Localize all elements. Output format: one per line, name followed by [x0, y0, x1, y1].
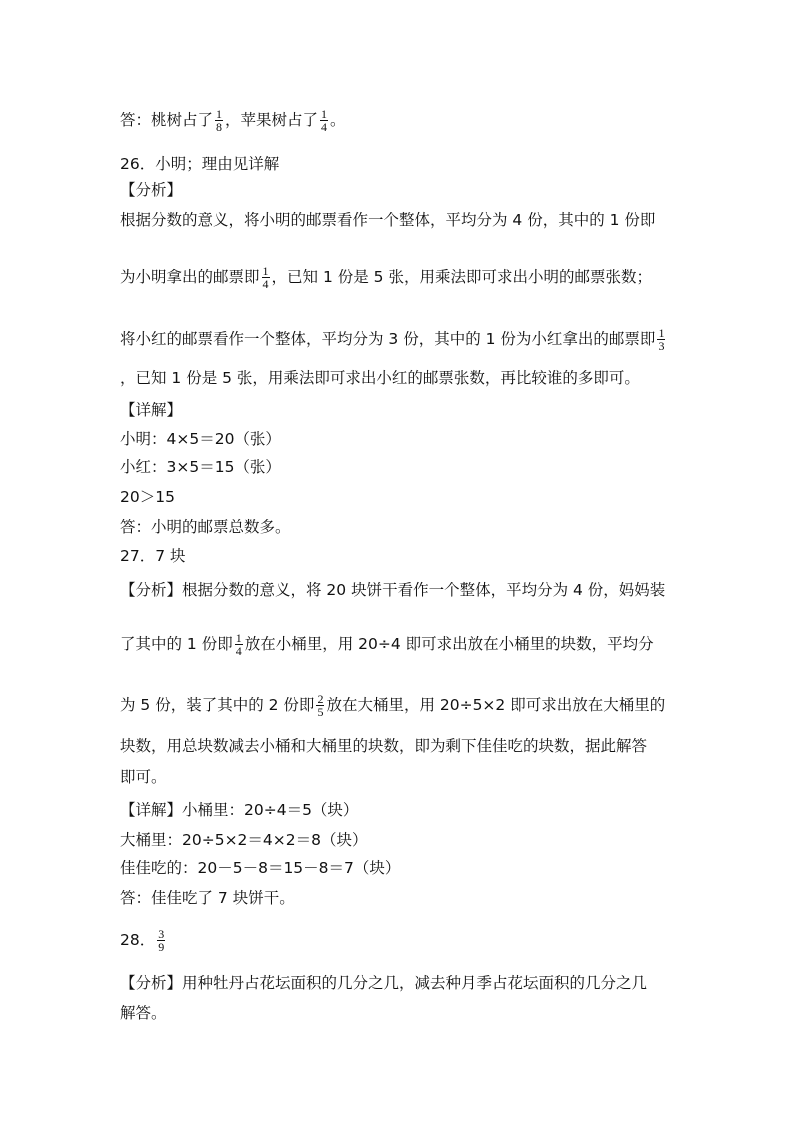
text-line: 小红：3×5＝15（张） — [120, 458, 281, 476]
fraction: $\frac{1}{3}$ — [658, 326, 665, 353]
text-line: 为小明拿出的邮票即 $\frac{1}{4}$ ，已知 1 份是 5 张，用乘法即可求出小明的邮票张数； — [120, 264, 652, 291]
text-line: 【分析】用种牡丹占花坛面积的几分之几，减去种月季占花坛面积的几分之几 — [120, 974, 648, 992]
text-line: 将小红的邮票看作一个整体，平均分为 3 份，其中的 1 份为小红拿出的邮票即 $\frac{1}{3}$ — [120, 326, 665, 353]
section-analysis: 【分析】 — [120, 181, 183, 199]
text-line: ，已知 1 份是 5 张，用乘法即可求出小红的邮票张数，再比较谁的多即可。 — [120, 369, 640, 387]
fraction: $\frac{3}{9}$ — [158, 927, 165, 954]
fraction: $\frac{1}{4}$ — [321, 107, 328, 134]
text-line: 根据分数的意义，将小明的邮票看作一个整体，平均分为 4 份，其中的 1 份即 — [120, 211, 656, 229]
answer-line-25: 答：桃树占了 $\frac{1}{8}$ ，苹果树占了 $\frac{1}{4}$ 。 — [120, 107, 346, 134]
fraction: $\frac{1}{4}$ — [262, 264, 269, 291]
text-line: 答：小明的邮票总数多。 — [120, 518, 291, 536]
text-line: 答：佳佳吃了 7 块饼干。 — [120, 889, 295, 907]
text-line: 块数，用总块数减去小桶和大桶里的块数，即为剩下佳佳吃的块数，据此解答 — [120, 737, 648, 755]
section-detail: 【详解】 — [120, 401, 183, 419]
question-26-answer: 26．小明；理由见详解 — [120, 155, 280, 173]
text-line: 大桶里：20÷5×2＝4×2＝8（块） — [120, 831, 368, 849]
text-line: 了其中的 1 份即 $\frac{1}{4}$ 放在小桶里，用 20÷4 即可求出放在小桶里的块数，平均分 — [120, 631, 654, 658]
text-line: 解答。 — [120, 1004, 167, 1022]
text-line: 佳佳吃的：20－5－8＝15－8＝7（块） — [120, 859, 401, 877]
text-line: 【详解】小桶里：20÷4＝5（块） — [120, 801, 359, 819]
text-line: 即可。 — [120, 768, 167, 786]
question-27-answer: 27．7 块 — [120, 547, 186, 565]
text-line: 小明：4×5＝20（张） — [120, 430, 281, 448]
fraction: $\frac{1}{8}$ — [216, 107, 223, 134]
text-line: 【分析】根据分数的意义，将 20 块饼干看作一个整体，平均分为 4 份，妈妈装 — [120, 581, 666, 599]
question-28-answer: 28． $\frac{3}{9}$ — [120, 927, 165, 954]
text-line: 为 5 份，装了其中的 2 份即 $\frac{2}{5}$ 放在大桶里，用 20÷5×2 即可求出放在大桶里的 — [120, 692, 666, 719]
fraction: $\frac{2}{5}$ — [317, 692, 324, 719]
fraction: $\frac{1}{4}$ — [235, 631, 242, 658]
text-line: 20＞15 — [120, 488, 175, 506]
